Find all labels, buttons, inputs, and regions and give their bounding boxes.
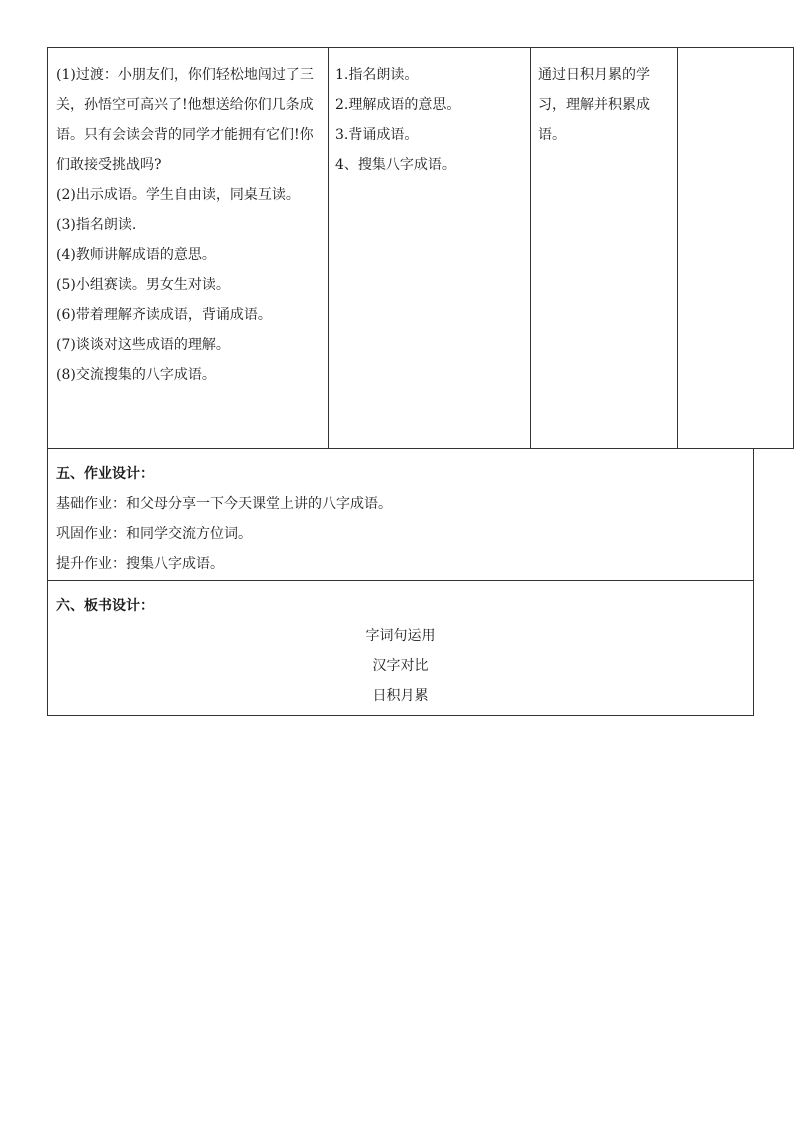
student-step-3: 3.背诵成语。	[335, 127, 419, 143]
homework-line-basic: 基础作业：和父母分享一下今天课堂上讲的八字成语。	[56, 496, 392, 512]
board-line-2: 汉字对比	[372, 658, 429, 674]
teacher-step-7: (7)谈谈对这些成语的理解。	[56, 337, 230, 353]
teacher-step-3: (3)指名朗读.	[56, 217, 137, 233]
homework-line-consolidate: 巩固作业：和同学交流方位词。	[56, 526, 252, 542]
board-design-section	[47, 581, 754, 716]
student-step-1: 1.指名朗读。	[335, 67, 419, 83]
teacher-step-1: (1)过渡：小朋友们，你们轻松地闯过了三关，孙悟空可高兴了!他想送给你们几条成语。只有会读会背的同学才能拥有它们!你们敢接受挑战吗?	[56, 67, 314, 173]
student-activity-cell	[329, 48, 531, 449]
teacher-activity-cell	[48, 48, 329, 449]
teacher-step-8: (8)交流搜集的八字成语。	[56, 367, 216, 383]
activity-row	[48, 48, 794, 449]
homework-line-advanced: 提升作业：搜集八字成语。	[56, 556, 224, 572]
design-intent-text: 通过日积月累的学习，理解并积累成语。	[538, 67, 650, 143]
board-line-1: 字词句运用	[365, 628, 436, 644]
notes-cell	[678, 48, 794, 449]
design-intent-cell	[531, 48, 678, 449]
teacher-step-5: (5)小组赛读。男女生对读。	[56, 277, 230, 293]
student-step-2: 2.理解成语的意思。	[335, 97, 461, 113]
teacher-step-6: (6)带着理解齐读成语，背诵成语。	[56, 307, 272, 323]
board-line-3: 日积月累	[372, 688, 429, 704]
activity-table	[47, 47, 794, 449]
teacher-step-4: (4)教师讲解成语的意思。	[56, 247, 216, 263]
teacher-step-2: (2)出示成语。学生自由读，同桌互读。	[56, 187, 300, 203]
homework-title: 五、作业设计：	[56, 466, 154, 482]
student-step-4: 4、搜集八字成语。	[335, 157, 456, 173]
lesson-plan-page	[47, 47, 754, 716]
board-design-title: 六、板书设计：	[56, 598, 154, 614]
homework-section	[47, 449, 754, 581]
